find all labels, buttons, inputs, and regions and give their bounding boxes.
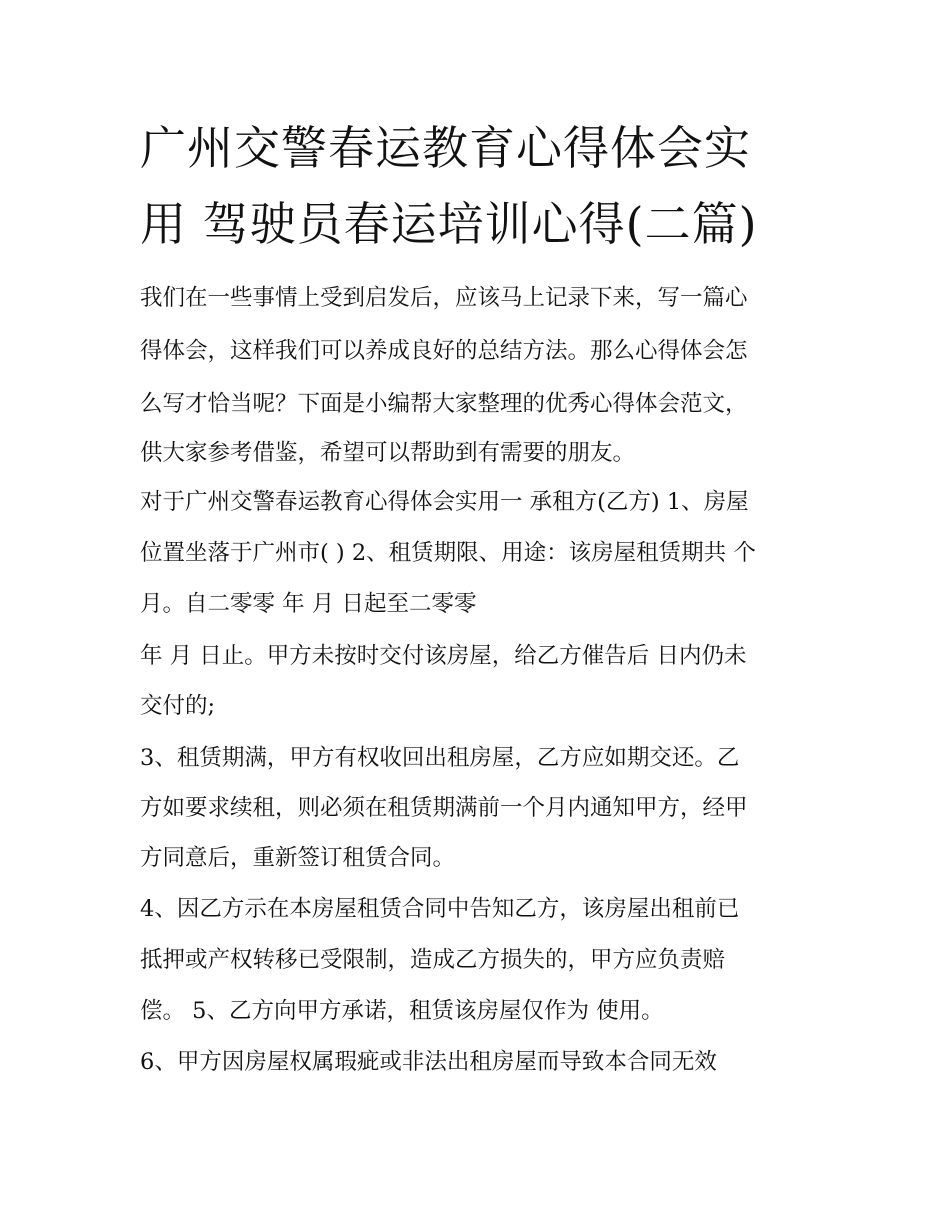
body-line-10: 抵押或产权转移已受限制，造成乙方损失的，甲方应负责赔 — [140, 947, 726, 973]
body-line-1: 对于广州交警春运教育心得体会实用一 承租方(乙方) 1、房屋 — [140, 489, 749, 515]
document-title-line-2: 用 驾驶员春运培训心得(二篇) — [140, 197, 758, 251]
document-title-line-1: 广州交警春运教育心得体会实 — [140, 121, 751, 175]
body-line-8: 方同意后，重新签订租赁合同。 — [140, 845, 456, 871]
body-line-6: 3、租赁期满，甲方有权收回出租房屋，乙方应如期交还。乙 — [140, 745, 740, 771]
body-line-5: 交付的; — [140, 693, 216, 719]
body-line-9: 4、因乙方示在本房屋租赁合同中告知乙方，该房屋出租前已 — [140, 896, 740, 922]
body-line-2: 位置坐落于广州市( ) 2、租赁期限、用途：该房屋租赁期共 个 — [140, 540, 756, 566]
body-line-12: 6、甲方因房屋权属瑕疵或非法出租房屋而导致本合同无效 — [140, 1049, 717, 1075]
body-line-11: 偿。 5、乙方向甲方承诺，租赁该房屋仅作为 使用。 — [140, 998, 664, 1024]
body-line-3: 月。自二零零 年 月 日起至二零零 — [140, 591, 477, 617]
body-line-4: 年 月 日止。甲方未按时交付该房屋，给乙方催告后 日内仍未 — [140, 643, 747, 669]
intro-line-1: 我们在一些事情上受到启发后，应该马上记录下来，写一篇心 — [140, 285, 748, 311]
intro-line-3: 么写才恰当呢？下面是小编帮大家整理的优秀心得体会范文， — [140, 391, 748, 417]
body-line-7: 方如要求续租，则必须在租赁期满前一个月内通知甲方，经甲 — [140, 795, 748, 821]
intro-line-4: 供大家参考借鉴，希望可以帮助到有需要的朋友。 — [140, 440, 636, 466]
intro-line-2: 得体会，这样我们可以养成良好的总结方法。那么心得体会怎 — [140, 338, 748, 364]
